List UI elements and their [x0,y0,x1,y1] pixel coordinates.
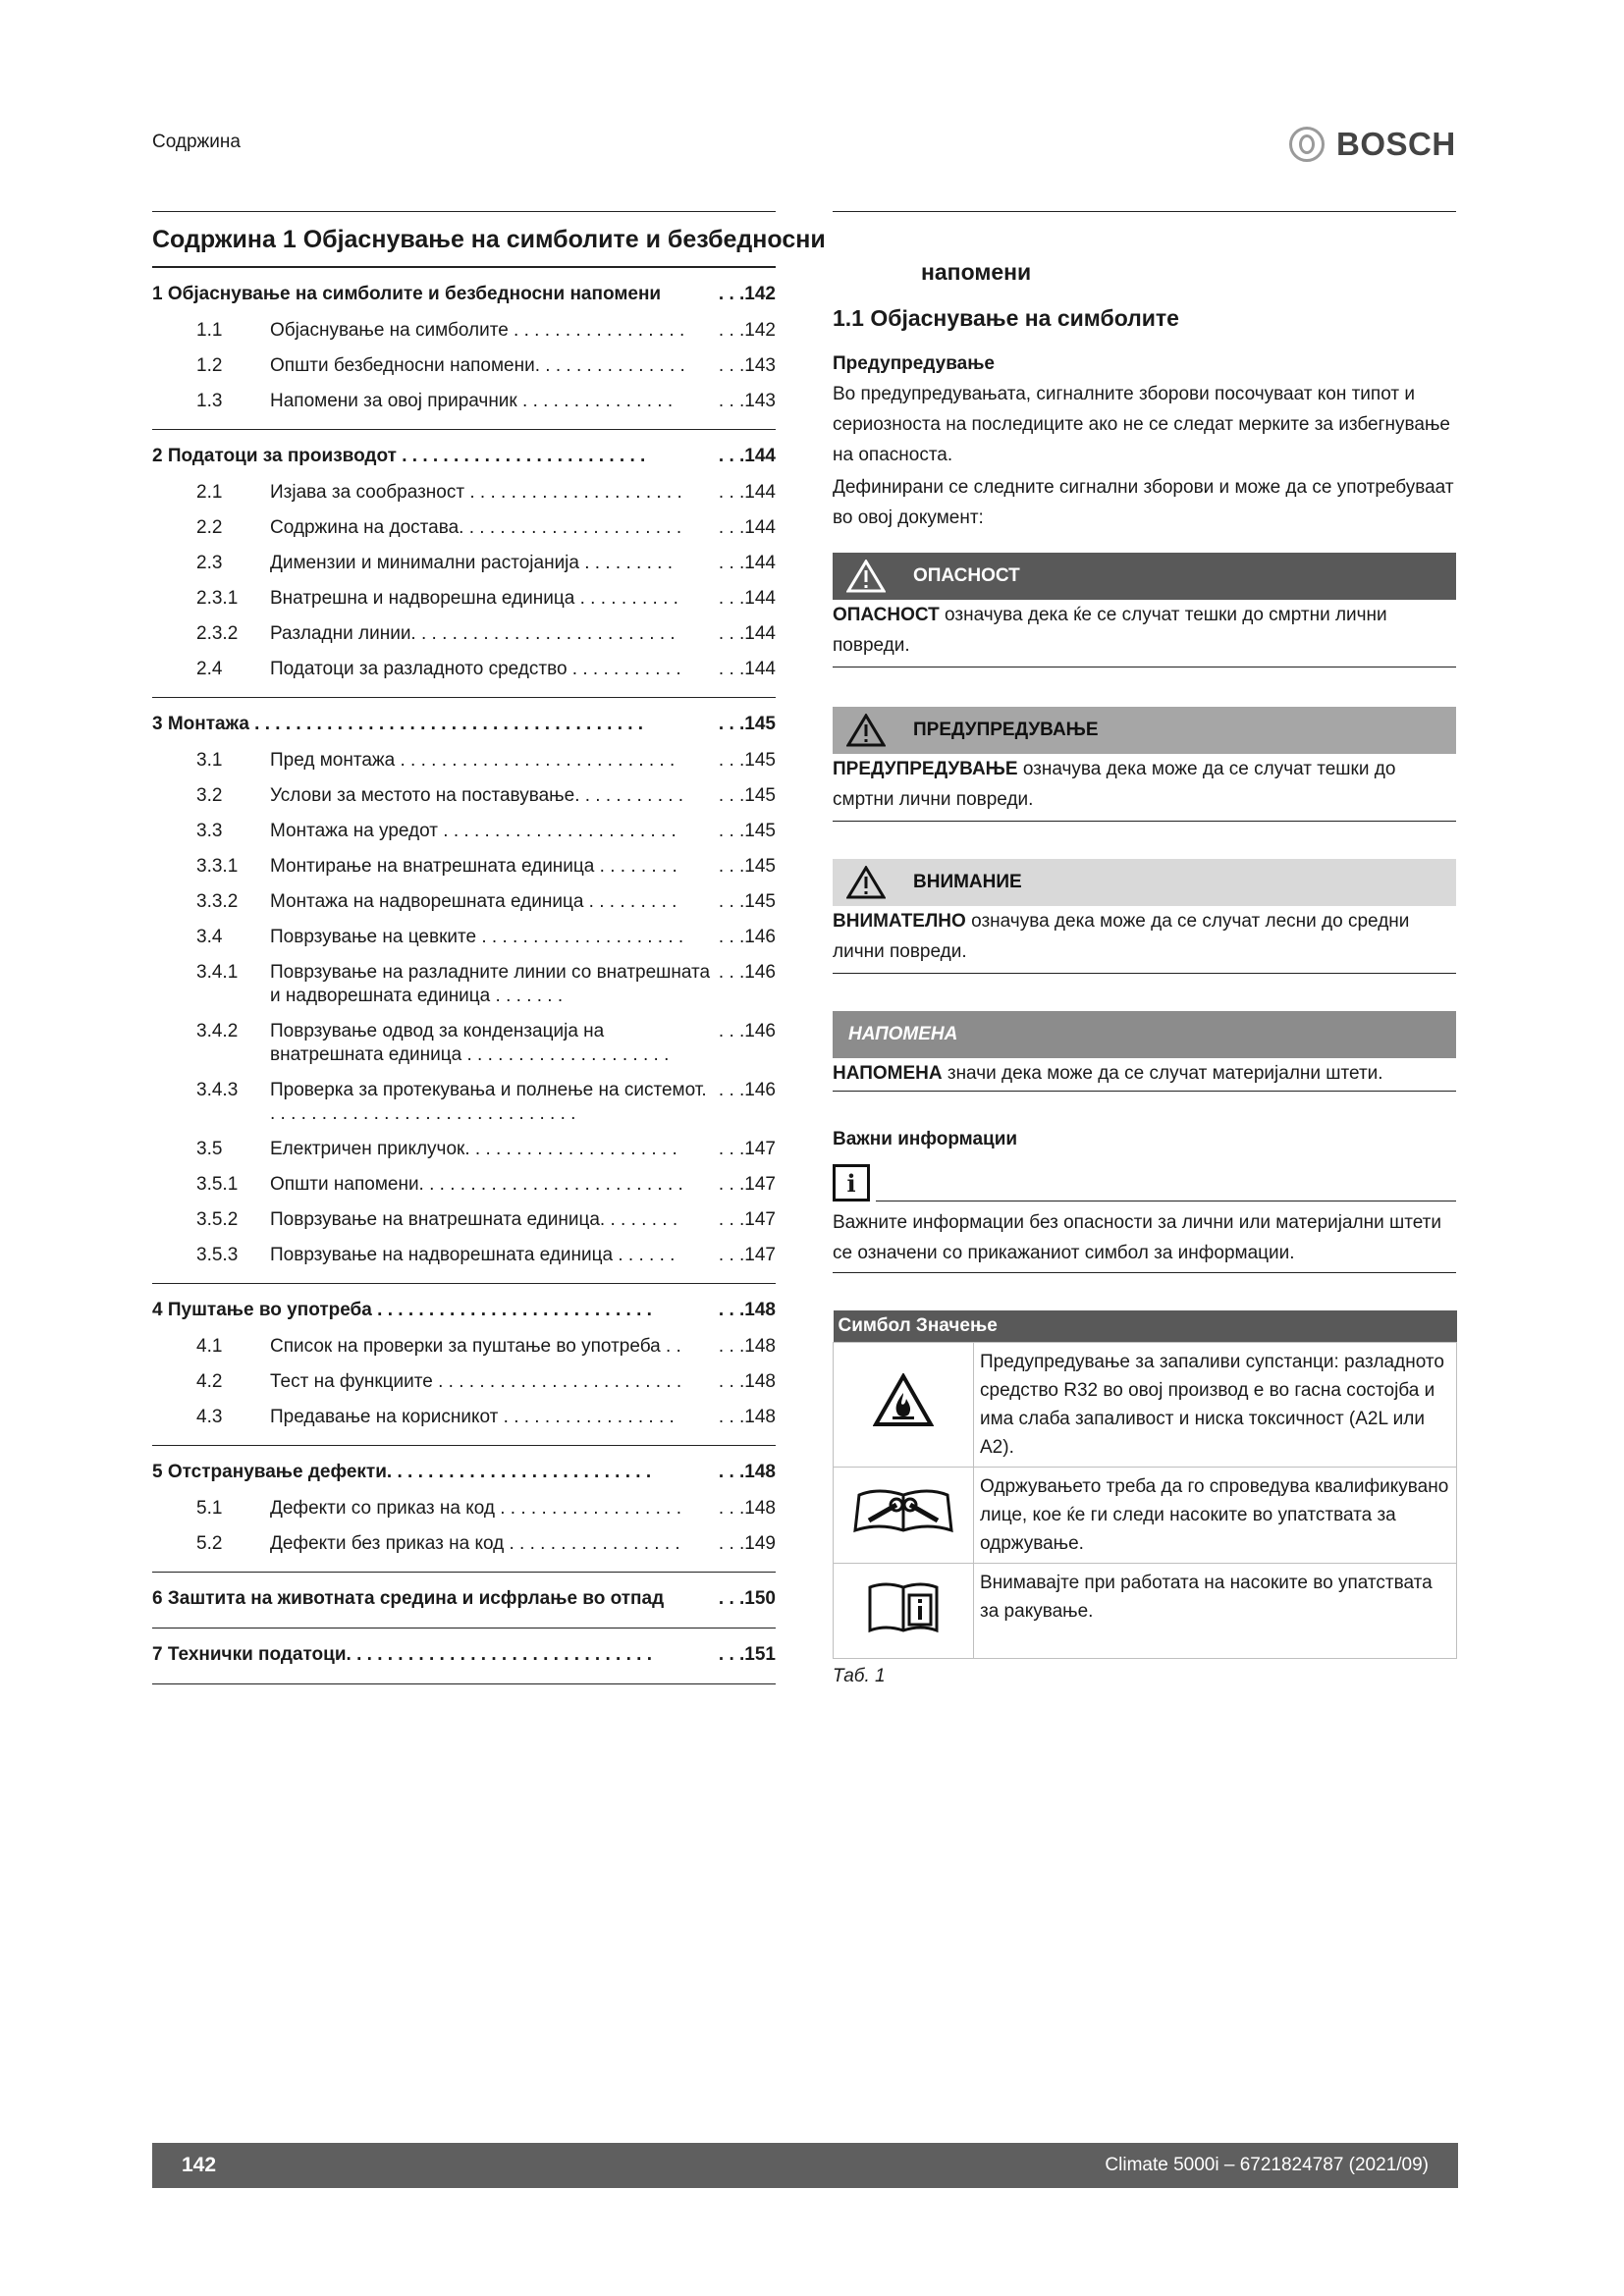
toc-entry-number: 2.4 [196,659,223,679]
toc-entry-label: 2 Податоци за производот . . . . . . . . . . . . . . . . . . . . . . . . [152,446,646,466]
toc-page-number: . . .144 [718,553,776,573]
toc-entry-number: 3.4.1 [196,962,239,983]
toc-entry-page [719,1462,776,1483]
toc-section [152,1446,776,1573]
toc-entry[interactable] [152,884,776,920]
notice-label: НАПОМЕНА [848,1024,958,1044]
toc-entry-title: Напомени за овој прирачник . . . . . . . . . . . . . . . [270,391,674,411]
toc-page-number: . . .148 [718,1407,776,1427]
toc-entry-title: Поврзување на внатрешната единица. . . . . . . . [270,1209,678,1230]
warning-triangle-icon [840,714,892,747]
toc-entry[interactable] [152,348,776,384]
warning-label: ПРЕДУПРЕДУВАЊЕ [913,720,1099,740]
toc-entry-page [719,284,776,305]
toc-entry-number: 2.1 [196,482,223,503]
toc-section [152,1629,776,1684]
toc-entry-number: 2.3.2 [196,623,239,644]
toc-page-number: 142 [744,284,776,304]
toc-page-number: . . .148 [718,1336,776,1357]
danger-description: ОПАСНОСТ означува дека ќе се случат тешки до смртни лични повреди. [833,600,1456,667]
toc-page-number: . . .149 [718,1533,776,1554]
toc-page-number: . . .144 [718,659,776,679]
service-manual-icon [834,1468,974,1564]
toc-entry-number: 3.3 [196,821,223,841]
important-info-heading: Важни информации [833,1129,1018,1149]
toc-entry-title: Поврзување на надворешната единица . . . . . . [270,1245,676,1265]
toc-entry[interactable] [152,581,776,616]
table-row [834,1564,1457,1659]
toc-entry-title: Електричен приклучок. . . . . . . . . . . . . . . . . . . . . [270,1139,677,1159]
toc-entry-main[interactable] [152,1578,776,1618]
warning-bar [833,707,1456,754]
toc-entry-title: Монтажа на надворешната единица . . . . . . . . . [270,891,677,912]
toc-entry-number: 4.3 [196,1407,223,1427]
toc-section [152,1573,776,1629]
toc-page-number: . . .143 [718,391,776,411]
toc-entry-main[interactable] [152,1634,776,1674]
toc-entry[interactable] [152,510,776,546]
warning-triangle-icon [840,866,892,899]
table-caption: Таб. 1 [833,1666,886,1686]
toc-entry-number: 3.3.2 [196,891,239,912]
toc-entry[interactable] [152,1526,776,1562]
toc-page-number: . . .142 [718,320,776,341]
toc-entry-title: Внатрешна и надворешна единица . . . . . . . . . . [270,588,678,609]
toc-dots: . . . [718,1588,745,1609]
toc-entry-label: 6 Заштита на животната средина и исфрлање во отпад [152,1588,665,1609]
toc-entry-title: Поврзување одвод за кондензација на внатрешната единица . . . . . . . . . . . . . . . . . . . . [270,1021,670,1065]
toc-entry-number: 3.1 [196,750,223,771]
symbols-section [833,211,1456,1691]
toc-entry-number: 3.2 [196,785,223,806]
toc-entry-number: 3.5.2 [196,1209,239,1230]
document-reference: Climate 5000i – 6721824787 (2021/09) [1105,2155,1429,2175]
flammable-warning-icon [834,1343,974,1468]
info-icon: i [833,1164,870,1201]
toc-page-number: 151 [744,1644,776,1665]
toc-entry-label: 7 Технички податоци. . . . . . . . . . . . . . . . . . . . . . . . . . . . . . [152,1644,652,1665]
toc-page-number: . . .145 [718,856,776,877]
toc-entry-main[interactable] [152,1452,776,1491]
toc-body [152,268,776,1684]
info-symbol-row [833,1164,1456,1201]
toc-heading: Содржина 1 Објаснување на симболите и безбедносни [152,212,776,268]
toc-section [152,1284,776,1446]
caution-description: ВНИМАТЕЛНО означува дека може да се случат лесни до средни лични повреди. [833,906,1456,974]
toc-page-number: . . .147 [718,1209,776,1230]
notice-description: НАПОМЕНА значи дека може да се случат материјални штети. [833,1058,1456,1092]
toc-entry-title: Монтирање на внатрешната единица . . . . . . . . [270,856,677,877]
toc-page-number: . . .147 [718,1139,776,1159]
toc-section [152,430,776,698]
toc-page-number: . . .144 [718,623,776,644]
symbols-table [833,1310,1457,1659]
toc-page-number: . . .147 [718,1245,776,1265]
toc-page-number: . . .146 [718,927,776,947]
toc-entry-title: Монтажа на уредот . . . . . . . . . . . . . . . . . . . . . . . [270,821,677,841]
table-row-text: Одржувањето треба да го спроведува квалификувано лице, кое ќе ги следи насоките во упатствата за одржување. [974,1468,1457,1564]
toc-page-number: . . .145 [718,891,776,912]
danger-label: ОПАСНОСТ [913,565,1020,586]
toc-entry-number: 3.4 [196,927,223,947]
toc-entry-number: 5.1 [196,1498,223,1519]
table-row [834,1343,1457,1468]
toc-entry-number: 1.2 [196,355,223,376]
toc-entry[interactable] [152,1400,776,1435]
toc-page-number: . . .148 [718,1371,776,1392]
toc-entry[interactable] [152,616,776,652]
toc-entry-title: Список на проверки за пуштање во употреба . . [270,1336,681,1357]
toc-entry-title: Димензии и минимални растојанија . . . . . . . . . [270,553,673,573]
danger-bar [833,553,1456,600]
toc-entry-title: Тест на функциите . . . . . . . . . . . . . . . . . . . . . . . . [270,1371,682,1392]
toc-entry-number: 3.4.2 [196,1021,239,1041]
toc-entry-title: Податоци за разладното средство . . . . . . . . . . . [270,659,681,679]
read-manual-icon [834,1564,974,1659]
toc-dots: . . . [718,1300,745,1320]
toc-entry-title: Општи напомени. . . . . . . . . . . . . . . . . . . . . . . . . . [270,1174,683,1195]
toc-entry[interactable] [152,849,776,884]
toc-entry-title: Проверка за протекувања и полнење на системот. . . . . . . . . . . . . . . . . . . . . . . . . . . . . . . [270,1080,707,1124]
toc-entry-title: Општи безбедносни напомени. . . . . . . . . . . . . . . [270,355,685,376]
toc-entry-number: 3.5.3 [196,1245,239,1265]
toc-entry[interactable] [152,1132,776,1167]
toc-entry[interactable] [152,546,776,581]
toc-entry[interactable] [152,1167,776,1202]
toc-page-number: . . .146 [718,962,776,983]
toc-entry-main[interactable] [152,436,776,475]
brand-name: BOSCH [1336,126,1456,162]
toc-entry[interactable] [152,384,776,419]
continued-heading: напомени [921,259,1032,285]
warnings-intro: Во предупредувањата, сигналните зборови посочуваат кон типот и сериозноста на последиците ако не се следат мерките за избегнување на опасноста. [833,384,1450,465]
toc-entry-main[interactable] [152,274,776,313]
toc-entry[interactable] [152,743,776,778]
toc-entry-number: 2.3.1 [196,588,239,609]
toc-entry-title: Дефекти со приказ на код . . . . . . . . . . . . . . . . . . [270,1498,681,1519]
toc-entry[interactable] [152,1491,776,1526]
warnings-heading: Предупредување [833,353,995,374]
toc-section [152,268,776,430]
toc-entry-label: 3 Монтажа . . . . . . . . . . . . . . . . . . . . . . . . . . . . . . . . . . . . . . [152,714,644,734]
page-footer [152,2143,1458,2188]
toc-page-number: . . .143 [718,355,776,376]
toc-page-number: . . .146 [718,1021,776,1041]
toc-entry-page [719,1300,776,1321]
toc-entry-number: 4.2 [196,1371,223,1392]
toc-page-number: . . .148 [718,1498,776,1519]
toc-page-number: . . .145 [718,750,776,771]
caution-label: ВНИМАНИЕ [913,872,1022,892]
important-info-text: Важните информации без опасности за лични или материјални штети се означени со прикажаниот симбол за информации. [833,1207,1456,1273]
toc-entry[interactable] [152,1073,776,1132]
toc-entry-title: Услови за местото на поставување. . . . . . . . . . . [270,785,684,806]
section-heading: 1.1 Објаснување на симболите [833,305,1179,331]
toc-entry[interactable] [152,1364,776,1400]
toc-page-number: 150 [744,1588,776,1609]
toc-page-number: . . .147 [718,1174,776,1195]
toc-section [152,698,776,1284]
toc-entry-label: 5 Отстранување дефекти. . . . . . . . . . . . . . . . . . . . . . . . . . [152,1462,652,1482]
table-of-contents [152,211,826,1684]
toc-entry[interactable] [152,1202,776,1238]
toc-page-number: . . .145 [718,821,776,841]
toc-dots: . . . [718,714,745,734]
notice-bar [833,1011,1456,1058]
toc-entry-main[interactable] [152,704,776,743]
toc-entry-title: Објаснување на симболите . . . . . . . . . . . . . . . . . [270,320,685,341]
toc-entry[interactable] [152,955,776,1014]
toc-entry-title: Предавање на корисникот . . . . . . . . . . . . . . . . . [270,1407,675,1427]
toc-entry-number: 3.5 [196,1139,223,1159]
toc-dots: . . . [718,1644,745,1665]
toc-page-number: 148 [744,1462,776,1482]
toc-entry-title: Поврзување на цевките . . . . . . . . . . . . . . . . . . . . [270,927,684,947]
table-row-text: Предупредување за запаливи супстанци: разладното средство R32 во овој производ е во гасна состојба и има слаба запаливост и ниска токсичност (A2L или A2). [974,1343,1457,1468]
toc-entry-title: Дефекти без приказ на код . . . . . . . . . . . . . . . . . [270,1533,680,1554]
toc-dots: . . . [718,446,745,466]
signal-words-intro: Дефинирани се следните сигнални зборови и може да се употребуваат во овој документ: [833,477,1454,528]
table-row-text: Внимавајте при работата на насоките во упатствата за ракување. [974,1564,1457,1659]
toc-entry-title: Поврзување на разладните линии со внатрешната и надворешната единица . . . . . . . [270,962,711,1006]
warning-description: ПРЕДУПРЕДУВАЊЕ означува дека може да се случат тешки до смртни лични повреди. [833,754,1456,822]
toc-entry[interactable] [152,475,776,510]
toc-entry-title: Изјава за сообразност . . . . . . . . . . . . . . . . . . . . . [270,482,682,503]
toc-entry-page [719,714,776,735]
caution-bar [833,859,1456,906]
toc-dots: . . . [718,1462,745,1482]
toc-entry-number: 5.2 [196,1533,223,1554]
toc-entry-number: 3.4.3 [196,1080,239,1100]
toc-page-number: . . .144 [718,588,776,609]
toc-entry[interactable] [152,1329,776,1364]
toc-entry-page [719,446,776,467]
toc-page-number: . . .144 [718,517,776,538]
table-header: Симбол Значење [834,1310,1457,1343]
toc-entry[interactable] [152,920,776,955]
toc-entry[interactable] [152,313,776,348]
toc-page-number: 148 [744,1300,776,1320]
toc-entry[interactable] [152,652,776,687]
toc-entry-title: Пред монтажа . . . . . . . . . . . . . . . . . . . . . . . . . . . [270,750,676,771]
toc-page-number: . . .145 [718,785,776,806]
toc-entry-main[interactable] [152,1290,776,1329]
table-row [834,1468,1457,1564]
toc-entry-number: 1.1 [196,320,223,341]
toc-entry-number: 2.3 [196,553,223,573]
toc-entry-label: 1 Објаснување на симболите и безбедносни напомени [152,284,662,304]
warning-triangle-icon [840,560,892,593]
page-number: 142 [182,2154,217,2176]
bosch-armature-icon [1289,127,1325,162]
page-header-title: Содржина [152,132,241,152]
toc-entry[interactable] [152,1238,776,1273]
toc-entry[interactable] [152,778,776,814]
toc-entry-number: 3.5.1 [196,1174,239,1195]
toc-entry-title: Содржина на достава. . . . . . . . . . . . . . . . . . . . . . [270,517,682,538]
toc-dots: . . . [718,284,745,304]
toc-entry-title: Разладни линии. . . . . . . . . . . . . . . . . . . . . . . . . . [270,623,676,644]
toc-entry-number: 2.2 [196,517,223,538]
toc-entry-number: 3.3.1 [196,856,239,877]
toc-page-number: . . .144 [718,482,776,503]
toc-page-number: 144 [744,446,776,466]
toc-page-number: . . .146 [718,1080,776,1100]
toc-entry-label: 4 Пуштање во употреба . . . . . . . . . . . . . . . . . . . . . . . . . . . [152,1300,652,1320]
toc-entry[interactable] [152,1014,776,1073]
toc-entry-page [719,1588,776,1610]
brand-logo [1289,125,1456,164]
toc-entry[interactable] [152,814,776,849]
toc-entry-page [719,1644,776,1666]
toc-entry-number: 1.3 [196,391,223,411]
toc-page-number: 145 [744,714,776,734]
toc-entry-number: 4.1 [196,1336,223,1357]
